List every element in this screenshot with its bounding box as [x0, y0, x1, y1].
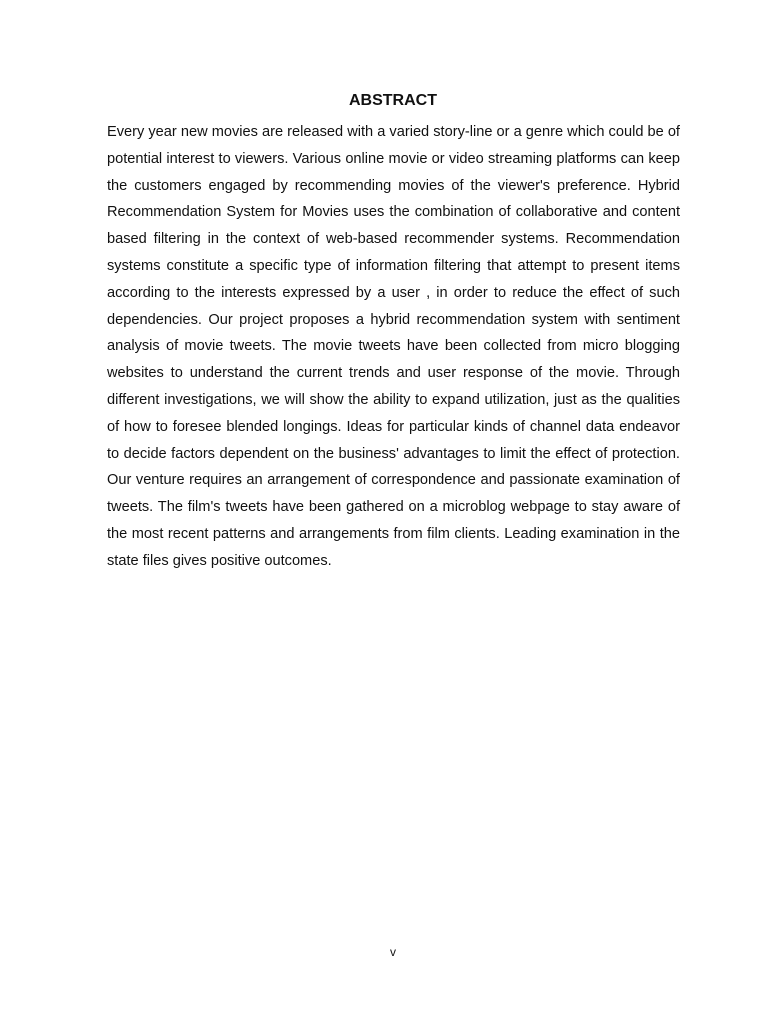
abstract-paragraph: Every year new movies are released with a varied story-line or a genre which could be of potential interest to viewers. Various online movie or video streaming platforms can keep the customers engaged by recommending movies of the viewer's preference. Hybrid Recommendation System for Movies uses the combination of collaborative and content based filtering in the context of web-based recommender systems. Recommendation systems constitute a specific type of information filtering that attempt to present items according to the interests expressed by a user , in order to reduce the effect of such dependencies. Our project proposes a hybrid recommendation system with sentiment analysis of movie tweets. The movie tweets have been collected from micro blogging websites to understand the current trends and user response of the movie. Through different investigations, we will show the ability to expand utilization, just as the qualities of how to foresee blended longings. Ideas for particular kinds of channel data endeavor to decide factors dependent on the business' advantages to limit the effect of protection. Our venture requires an arrangement of correspondence and passionate examination of tweets. The film's tweets have been gathered on a microblog webpage to stay aware of the most recent patterns and arrangements from film clients. Leading examination in the state files gives positive outcomes. [107, 124, 680, 569]
page-title: ABSTRACT [349, 92, 437, 109]
page-number: v [390, 945, 396, 959]
